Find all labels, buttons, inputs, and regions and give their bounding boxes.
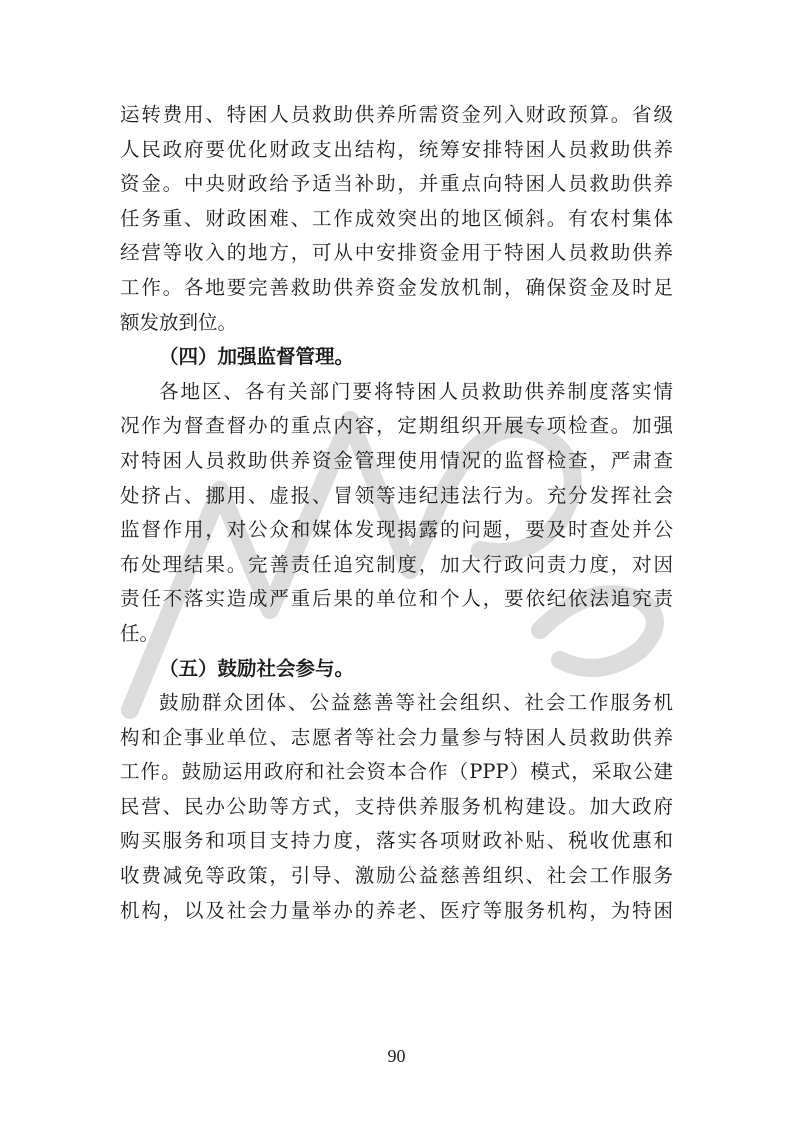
text-line: 工作。鼓励运用政府和社会资本合作（PPP）模式，采取公建 [120, 760, 673, 784]
page-number: 90 [387, 1046, 406, 1066]
text-line: 布处理结果。完善责任追究制度，加大行政问责力度，对因 [120, 552, 673, 576]
text-line: 况作为督查督办的重点内容，定期组织开展专项检查。加强 [120, 414, 673, 438]
text-line: 各地区、各有关部门要将特困人员救助供养制度落实情 [159, 379, 673, 403]
text-line: 监督作用，对公众和媒体发现揭露的问题，要及时查处并公 [120, 518, 673, 542]
text-line: 处挤占、挪用、虚报、冒领等违纪违法行为。充分发挥社会 [120, 483, 673, 507]
text-line: 资金。中央财政给予适当补助，并重点向特困人员救助供养 [120, 172, 673, 196]
section-heading-4: （四）加强监督管理。 [159, 345, 355, 369]
text-line: 责任不落实造成严重后果的单位和个人，要依纪依法追究责 [120, 587, 673, 611]
text-line: 任。 [120, 621, 160, 645]
document-body [120, 98, 673, 928]
text-line: 机构，以及社会力量举办的养老、医疗等服务机构，为特困 [120, 898, 673, 922]
text-line: 民营、民办公助等方式，支持供养服务机构建设。加大政府 [120, 794, 673, 818]
text-line: 购买服务和项目支持力度，落实各项财政补贴、税收优惠和 [120, 829, 673, 853]
text-line: 收费减免等政策，引导、激励公益慈善组织、社会工作服务 [120, 864, 673, 888]
text-line: 构和企事业单位、志愿者等社会力量参与特困人员救助供养 [120, 725, 673, 749]
section-heading-5: （五）鼓励社会参与。 [159, 656, 355, 680]
text-line: 运转费用、特困人员救助供养所需资金列入财政预算。省级 [120, 103, 673, 126]
text-line: 经营等收入的地方，可从中安排资金用于特困人员救助供养 [120, 241, 673, 265]
text-line: 鼓励群众团体、公益慈善等社会组织、社会工作服务机 [159, 691, 673, 715]
text-line: 任务重、财政困难、工作成效突出的地区倾斜。有农村集体 [120, 206, 673, 230]
text-line: 工作。各地要完善救助供养资金发放机制，确保资金及时足 [120, 275, 673, 299]
text-line: 额发放到位。 [120, 310, 238, 334]
text-line: 对特困人员救助供养资金管理使用情况的监督检查，严肃查 [120, 448, 673, 472]
text-line: 人民政府要优化财政支出结构，统筹安排特困人员救助供养 [120, 137, 673, 161]
